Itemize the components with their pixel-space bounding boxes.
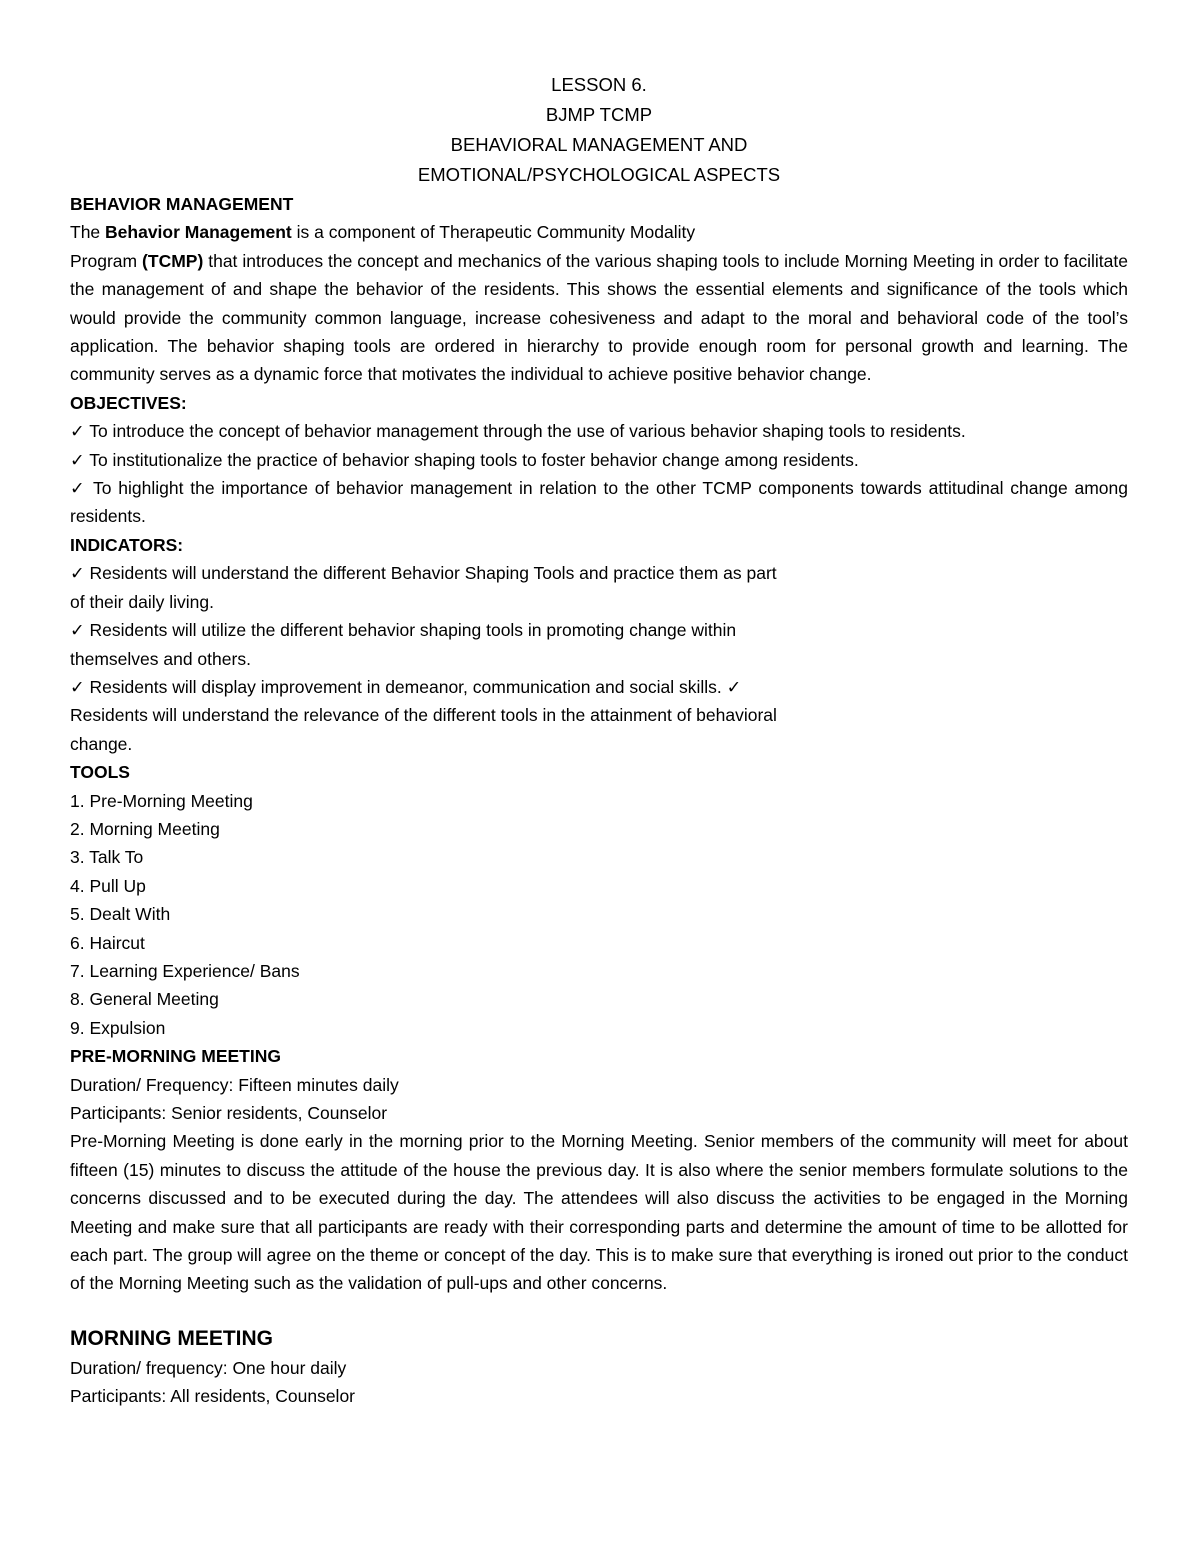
intro-suffix: is a component of Therapeutic Community Modality [291,222,696,243]
lesson-title-line2: EMOTIONAL/PSYCHOLOGICAL ASPECTS [417,164,781,185]
body-prefix: Program [70,250,143,271]
tools-list [70,787,1128,1043]
behavior-management-intro [70,218,1128,246]
objective-item: ✓ To highlight the importance of behavior management in relation to the other TCMP components towards attitudinal change among residents. [70,478,1128,527]
tools-heading: TOOLS [70,762,130,783]
tool-item: 7. Learning Experience/ Bans [70,960,300,981]
objective-item: ✓ To introduce the concept of behavior management through the use of various behavior shaping tools to residents. [70,421,966,442]
tool-item: 6. Haircut [70,932,145,953]
document-page [70,70,1128,1411]
indicator-line: ✓ Residents will utilize the different behavior shaping tools in promoting change within [70,620,737,641]
indicator-line: ✓ Residents will display improvement in demeanor, communication and social skills. ✓ [70,676,742,697]
indicators-heading: INDICATORS: [70,534,184,555]
body-text: that introduces the concept and mechanics of the various shaping tools to include Morning Meeting in order to facilitate the management of and shape the behavior of the residents. This shows the essential elements and significance of the tools which would provide the community common language, increase cohesiveness and adapt to the moral and behavioral code of the tool’s application. The behavior shaping tools are ordered in hierarchy to provide enough room for personal growth and learning. The community serves as a dynamic force that motivates the individual to achieve positive behavior change. [70,250,1128,385]
morning-meeting-heading: MORNING MEETING [70,1326,273,1350]
indicator-line: of their daily living. [70,591,214,612]
lesson-subtitle: BJMP TCMP [545,104,653,125]
indicator-line: change. [70,733,133,754]
tool-item: 9. Expulsion [70,1017,166,1038]
pre-morning-participants: Participants: Senior residents, Counselor [70,1103,388,1123]
indicator-line: themselves and others. [70,648,251,669]
tool-item: 3. Talk To [70,847,144,868]
tool-item: 8. General Meeting [70,989,219,1010]
objectives-heading: OBJECTIVES: [70,392,187,413]
lesson-number: LESSON 6. [551,74,647,95]
intro-bold-term: Behavior Management [105,222,292,243]
indicator-line: ✓ Residents will understand the different Behavior Shaping Tools and practice them as part [70,563,777,584]
pre-morning-body: Pre-Morning Meeting is done early in the morning prior to the Morning Meeting. Senior members of the community will meet for about fifteen (15) minutes to discuss the attitude of the house the previous day. It is also where the senior members formulate solutions to the concerns discussed and to be executed during the day. The attendees will also discuss the activities to be engaged in the Morning Meeting and make sure that all participants are ready with their corresponding parts and determine the amount of time to be allotted for each part. The group will agree on the theme or concept of the day. This is to make sure that everything is ironed out prior to the conduct of the Morning Meeting such as the validation of pull-ups and other concerns. [70,1131,1128,1294]
tool-item: 1. Pre-Morning Meeting [70,790,253,811]
morning-meeting-participants: Participants: All residents, Counselor [70,1386,355,1407]
body-bold-term: (TCMP) [142,250,204,271]
objective-item: ✓ To institutionalize the practice of behavior shaping tools to foster behavior change among residents. [70,449,859,470]
tool-item: 4. Pull Up [70,875,146,896]
pre-morning-duration: Duration/ Frequency: Fifteen minutes daily [70,1074,399,1095]
intro-prefix: The [70,222,106,243]
tool-item: 5. Dealt With [70,904,171,925]
indicator-line: Residents will understand the relevance of the different tools in the attainment of behavioral [70,705,777,726]
morning-meeting-duration: Duration/ frequency: One hour daily [70,1357,347,1378]
lesson-title-line1: BEHAVIORAL MANAGEMENT AND [450,134,748,155]
behavior-management-body [70,247,1128,389]
tool-item: 2. Morning Meeting [70,818,220,839]
title-block [70,70,1128,190]
pre-morning-meeting-heading: PRE-MORNING MEETING [70,1046,281,1067]
behavior-management-heading: BEHAVIOR MANAGEMENT [70,194,294,214]
